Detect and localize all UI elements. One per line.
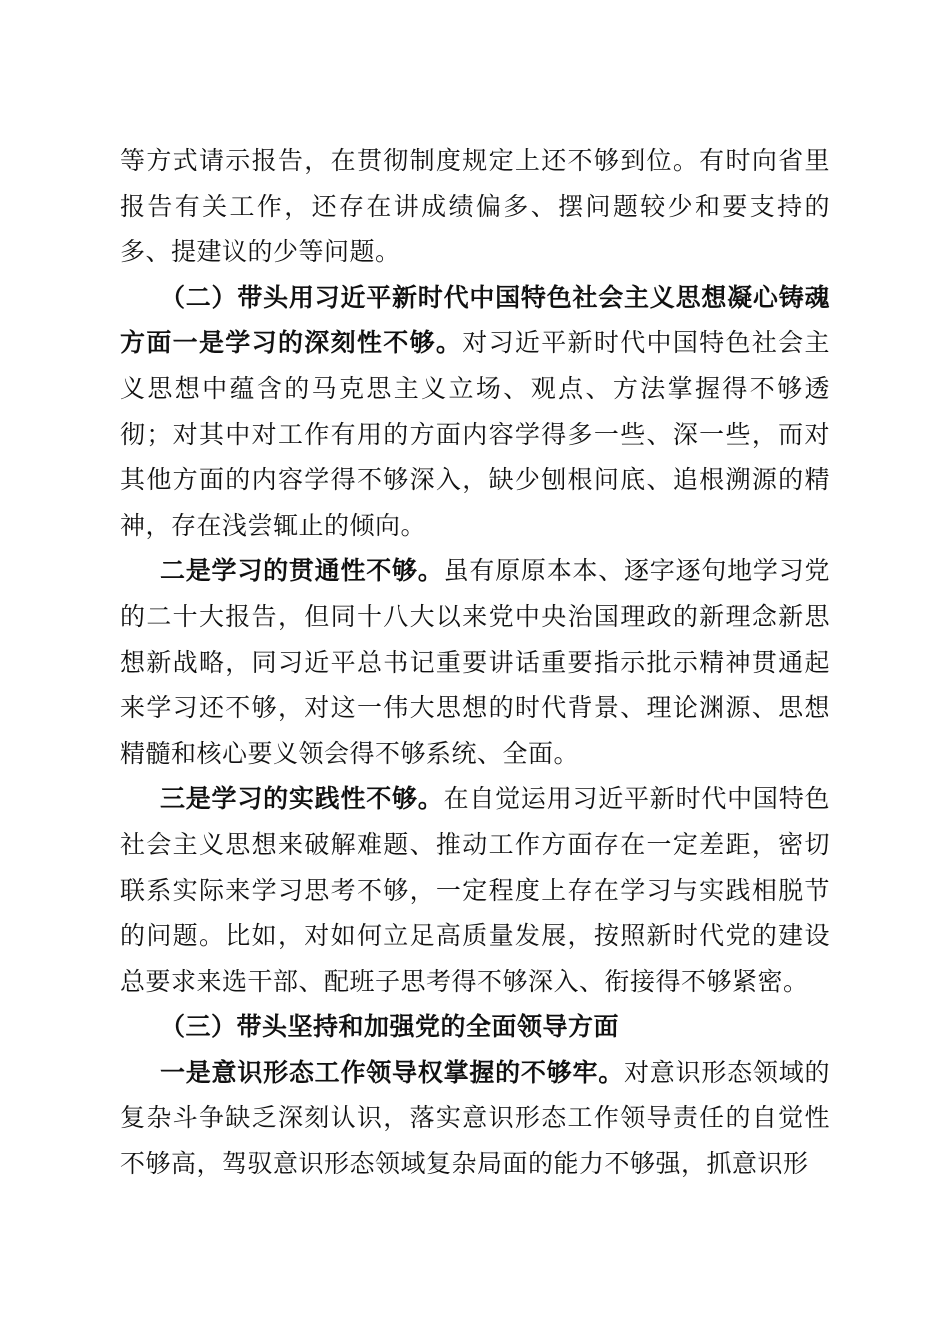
section-heading-two: （二）带头用习近平新时代中国特色社会主义思想凝心铸魂方面一是学习的深刻性不够。	[120, 282, 830, 358]
section-heading-three: （三）带头坚持和加强党的全面领导方面	[160, 1012, 620, 1042]
paragraph-section-two	[120, 275, 830, 549]
paragraph-point-two	[120, 548, 830, 776]
paragraph-text: 对意识形态领域的复杂斗争缺乏深刻认识，落实意识形态工作领导责任的自觉性不够高，驾驭意识形态领域复杂局面的能力不够强，抓意识形	[120, 1057, 830, 1179]
paragraph-text: 在自觉运用习近平新时代中国特色社会主义思想来破解难题、推动工作方面存在一定差距，密切联系实际来学习思考不够，一定程度上存在学习与实践相脱节的问题。比如，对如何立足高质量发展，按照新时代党的建设总要求来选干部、配班子思考得不够深入、衔接得不够紧密。	[120, 784, 830, 996]
document-body	[120, 138, 830, 1187]
paragraph-section-three	[120, 1004, 830, 1050]
point-heading-one: 一是意识形态工作领导权掌握的不够牢。	[160, 1057, 625, 1087]
point-heading-three: 三是学习的实践性不够。	[160, 784, 444, 814]
paragraph-point-three	[120, 776, 830, 1004]
point-heading-two: 二是学习的贯通性不够。	[160, 556, 444, 586]
paragraph-continuation	[120, 138, 830, 275]
paragraph-text: 对习近平新时代中国特色社会主义思想中蕴含的马克思主义立场、观点、方法掌握得不够透彻；对其中对工作有用的方面内容学得多一些、深一些，而对其他方面的内容学得不够深入，缺少刨根问底、追根溯源的精神，存在浅尝辄止的倾向。	[120, 328, 830, 540]
paragraph-point-one-section-three	[120, 1050, 830, 1187]
paragraph-text: 虽有原原本本、逐字逐句地学习党的二十大报告，但同十八大以来党中央治国理政的新理念新思想新战略，同习近平总书记重要讲话重要指示批示精神贯通起来学习还不够，对这一伟大思想的时代背景、理论渊源、思想精髓和核心要义领会得不够系统、全面。	[120, 556, 830, 768]
paragraph-text: 等方式请示报告，在贯彻制度规定上还不够到位。有时向省里报告有关工作，还存在讲成绩偏多、摆问题较少和要支持的多、提建议的少等问题。	[120, 146, 830, 267]
